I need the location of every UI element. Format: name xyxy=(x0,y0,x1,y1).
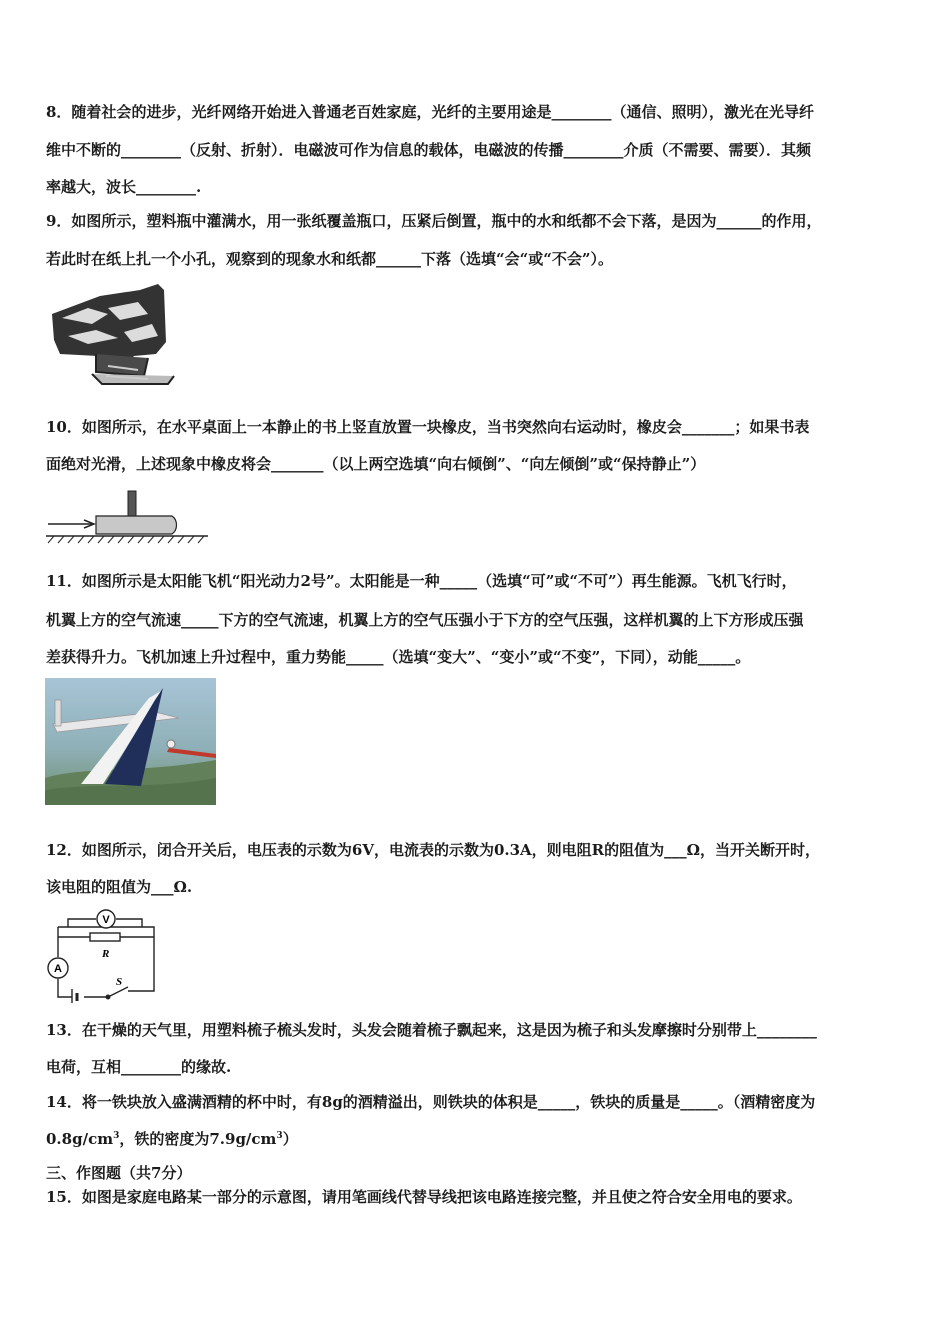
q9-line-1: 9．如图所示，塑料瓶中灌满水，用一张纸覆盖瓶口，压紧后倒置，瓶中的水和纸都不会下落，是因为______的作用， xyxy=(46,212,822,230)
ammeter-label: A xyxy=(54,963,62,975)
q11-line-1: 11．如图所示是太阳能飞机“阳光动力2号”。太阳能是一种_____（选填“可”或“不可”）再生能源。飞机飞行时， xyxy=(46,572,797,590)
resistor-label: R xyxy=(102,948,110,960)
q11-line-2: 机翼上方的空气流速_____下方的空气流速，机翼上方的空气压强小于下方的空气压强，这样机翼的上下方形成压强 xyxy=(46,611,804,629)
q13-line-1: 13．在干燥的天气里，用塑料梳子梳头发时，头发会随着梳子飘起来，这是因为梳子和头发摩擦时分别带上________ xyxy=(46,1021,817,1039)
inverted-bottle-figure xyxy=(48,284,178,386)
q9-line-2: 若此时在纸上扎一个小孔，观察到的现象水和纸都______下落（选填“会“或“不会”）。 xyxy=(46,250,614,268)
q11-line-3: 差获得升力。飞机加速上升过程中，重力势能_____（选填“变大”、“变小”或“不变”，下同），动能_____。 xyxy=(46,648,751,666)
q8-line-2: 维中不断的________（反射、折射）．电磁波可作为信息的载体，电磁波的传播________介质（不需要、需要）．其频 xyxy=(46,141,812,159)
q10-line-1: 10．如图所示，在水平桌面上一本静止的书上竖直放置一块橡皮，当书突然向右运动时，橡皮会_______；如果书表 xyxy=(46,418,810,436)
q14-close-paren: ） xyxy=(282,1130,298,1148)
q13-line-2: 电荷，互相________的缘故. xyxy=(46,1058,232,1076)
solar-plane-photo xyxy=(45,678,216,805)
circuit-diagram xyxy=(44,907,162,1003)
section-3-heading: 三、作图题（共7分） xyxy=(46,1164,192,1182)
q14-alcohol-density: 0.8g/cm xyxy=(46,1130,114,1148)
q14-exp-1: 3 xyxy=(113,1131,120,1141)
q14-line-2 xyxy=(46,1129,298,1149)
q14-iron-density: ，铁的密度为7.9g/cm xyxy=(119,1130,277,1148)
book-eraser-figure xyxy=(44,486,210,544)
q8-line-1: 8．随着社会的进步，光纤网络开始进入普通老百姓家庭，光纤的主要用途是________（通信、照明），激光在光导纤 xyxy=(46,103,814,121)
q14-line-1: 14．将一铁块放入盛满酒精的杯中时，有8g的酒精溢出，则铁块的体积是_____，铁块的质量是_____。（酒精密度为 xyxy=(46,1093,816,1111)
q14-exp-2: 3 xyxy=(276,1131,283,1141)
voltmeter-label: V xyxy=(102,914,110,926)
q10-line-2: 面绝对光滑，上述现象中橡皮将会_______（以上两空选填“向右倾倒”、“向左倾倒”或“保持静止”） xyxy=(46,455,706,473)
q15-line-1: 15．如图是家庭电路某一部分的示意图，请用笔画线代替导线把该电路连接完整，并且使之符合安全用电的要求。 xyxy=(46,1188,802,1206)
switch-label: S xyxy=(116,976,123,988)
q8-line-3: 率越大，波长________. xyxy=(46,178,202,196)
q12-line-1: 12．如图所示，闭合开关后，电压表的示数为6V，电流表的示数为0.3A，则电阻R的阻值为___Ω，当开关断开时， xyxy=(46,841,821,859)
q12-line-2: 该电阻的阻值为___Ω. xyxy=(46,878,193,896)
